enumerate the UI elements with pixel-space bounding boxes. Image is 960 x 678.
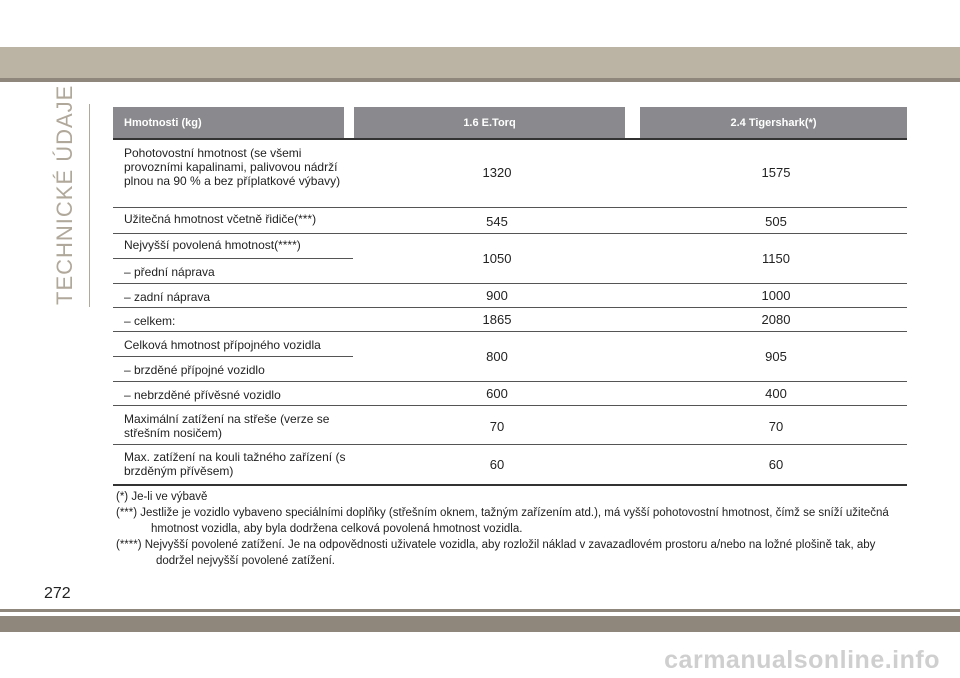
row-trailer-label: Celková hmotnost přípojného vozidla bbox=[124, 338, 321, 352]
footnote-4: (****) Nejvyšší povolené zatížení. Je na odpovědnosti uživatele vozidla, aby rozložil náklad v zavazadlovém prostoru a/nebo na ložné plošině tak, aby dodržel nejvyšší povolené zatížení. bbox=[116, 539, 876, 567]
row-total-label: – celkem: bbox=[124, 314, 176, 328]
row-curb-weight-v2: 1575 bbox=[761, 165, 791, 180]
row-max-weight-v2: 1150 bbox=[762, 251, 790, 266]
row-subdivider bbox=[113, 356, 353, 357]
row-roof-load-label: Maximální zatížení na střeše (verze se střešním nosičem) bbox=[124, 412, 330, 440]
header-rule bbox=[0, 78, 960, 82]
row-rear-axle-label: – zadní náprava bbox=[124, 290, 211, 304]
row-rear-axle-v2: 1000 bbox=[761, 288, 791, 303]
footnotes bbox=[116, 489, 916, 569]
footer-band bbox=[0, 616, 960, 632]
row-roof-load-v1: 70 bbox=[489, 419, 505, 434]
row-curb-weight-label: Pohotovostní hmotnost (se všemi provozními kapalinami, palivovou nádrží plnou na 90 % a bez příplatkové výbavy) bbox=[124, 146, 341, 188]
row-trailer-v1: 800 bbox=[486, 349, 508, 364]
table-bottom-rule bbox=[113, 484, 907, 486]
header-engine-1: 1.6 E.Torq bbox=[354, 107, 625, 138]
row-payload-v1: 545 bbox=[486, 214, 508, 229]
row-divider bbox=[113, 405, 907, 406]
watermark: carmanualsonline.info bbox=[664, 646, 940, 674]
row-curb-weight-v1: 1320 bbox=[482, 165, 512, 180]
row-unbraked-trailer-v1: 600 bbox=[486, 386, 508, 401]
row-total-v2: 2080 bbox=[761, 312, 791, 327]
row-divider bbox=[113, 207, 907, 208]
row-trailer-v2: 905 bbox=[765, 349, 787, 364]
row-divider bbox=[113, 331, 907, 332]
row-braked-trailer-label: – brzděné přípojné vozidlo bbox=[124, 363, 265, 377]
row-unbraked-trailer-label: – nebrzděné přívěsné vozidlo bbox=[124, 388, 281, 402]
header-weights: Hmotnosti (kg) bbox=[113, 107, 344, 138]
row-divider bbox=[113, 283, 907, 284]
row-towball-load-v2: 60 bbox=[768, 457, 784, 472]
footnote-3: (***) Jestliže je vozidlo vybaveno speciálními doplňky (střešním oknem, tažným zařízením atd.), má vyšší pohotovostní hmotnost, čímž se sníží užitečná hmotnost vozidla, aby byla dodržena celková povolená hmotnost vozidla. bbox=[116, 507, 889, 535]
top-margin bbox=[0, 0, 960, 47]
row-max-weight-v1: 1050 bbox=[482, 251, 512, 266]
section-title: TECHNICKÉ ÚDAJE bbox=[52, 84, 77, 305]
page-number: 272 bbox=[44, 585, 71, 602]
header-band bbox=[0, 47, 960, 78]
row-payload-label: Užitečná hmotnost včetně řidiče(***) bbox=[124, 212, 317, 226]
row-towball-load-label: Max. zatížení na kouli tažného zařízení (s brzděným přívěsem) bbox=[124, 450, 346, 478]
footnote-1: (*) Je-li ve výbavě bbox=[116, 491, 208, 503]
row-front-axle-label: – přední náprava bbox=[124, 265, 215, 279]
header-divider bbox=[113, 138, 907, 140]
row-total-v1: 1865 bbox=[482, 312, 512, 327]
row-payload-v2: 505 bbox=[765, 214, 787, 229]
row-rear-axle-v1: 900 bbox=[486, 288, 508, 303]
row-roof-load-v2: 70 bbox=[768, 419, 784, 434]
row-divider bbox=[113, 233, 907, 234]
row-divider bbox=[113, 381, 907, 382]
row-divider bbox=[113, 307, 907, 308]
footer-rule bbox=[0, 609, 960, 612]
row-subdivider bbox=[113, 258, 353, 259]
row-unbraked-trailer-v2: 400 bbox=[765, 386, 787, 401]
header-engine-2: 2.4 Tigershark(*) bbox=[640, 107, 907, 138]
row-towball-load-v1: 60 bbox=[489, 457, 505, 472]
row-divider bbox=[113, 444, 907, 445]
section-title-rule bbox=[89, 104, 90, 307]
row-max-weight-label: Nejvyšší povolená hmotnost(****) bbox=[124, 238, 301, 252]
